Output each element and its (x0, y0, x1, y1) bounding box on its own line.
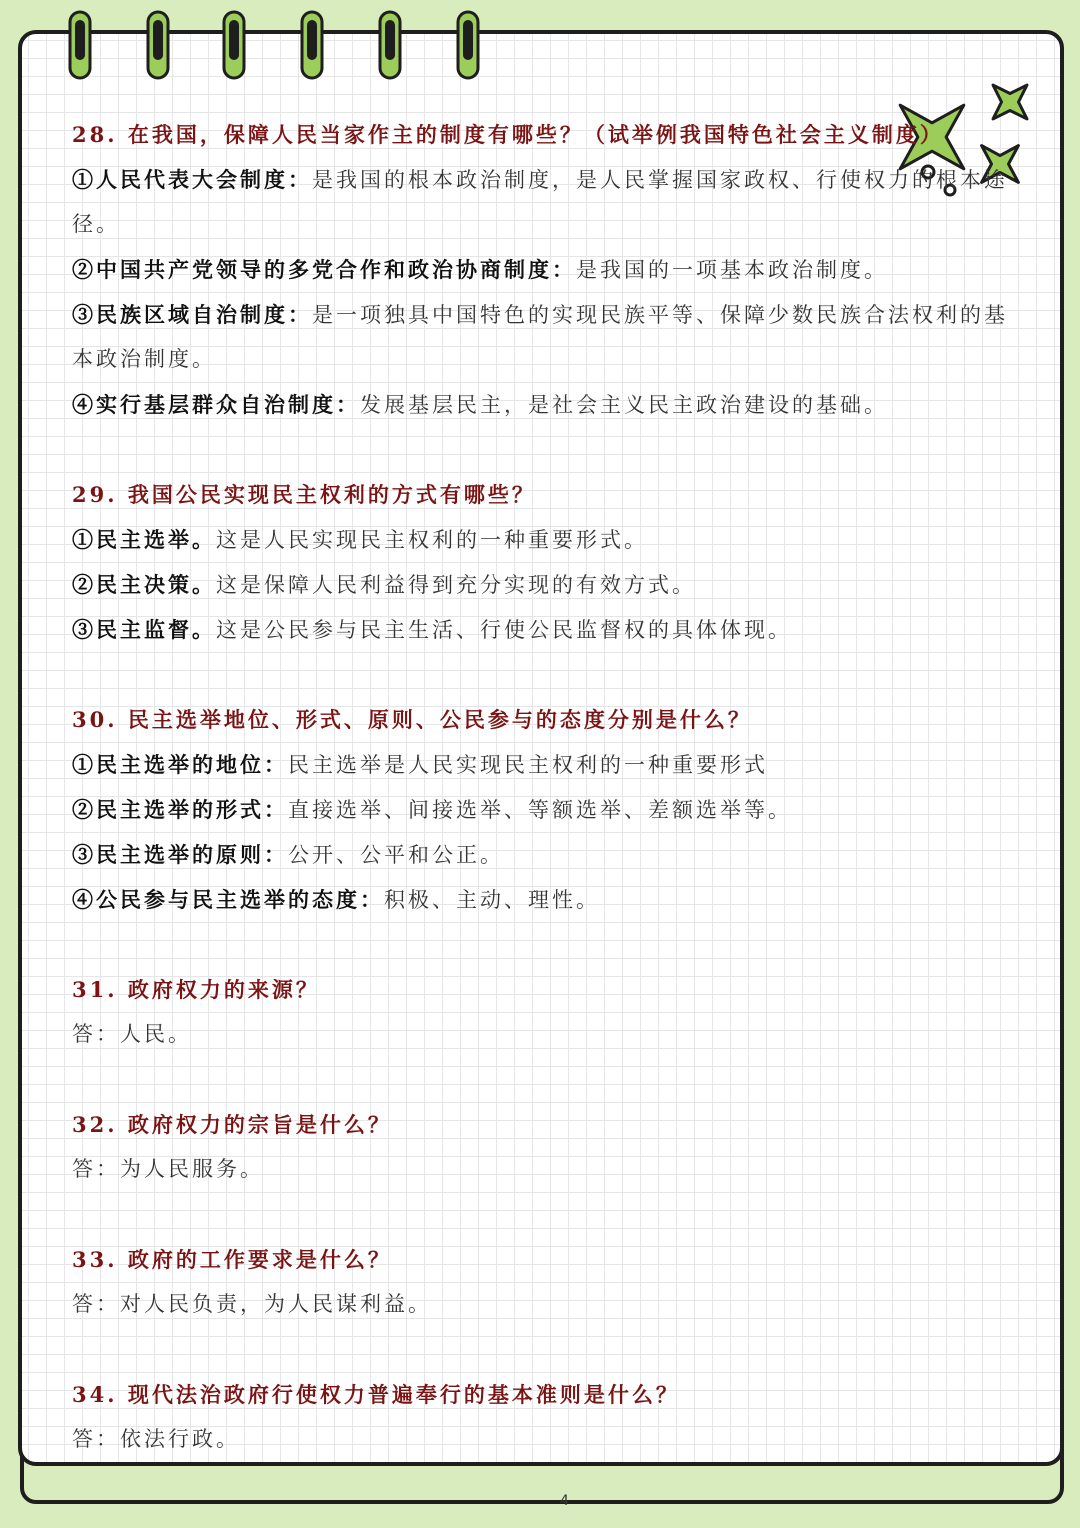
question-title: 34. 现代法治政府行使权力普遍奉行的基本准则是什么？ (72, 1382, 680, 1407)
question-title: 28. 在我国，保障人民当家作主的制度有哪些？（试举例我国特色社会主义制度） (72, 122, 944, 147)
answer-line: ②民主选举的形式：直接选举、间接选举、等额选举、差额选举等。 (72, 797, 792, 822)
answer-line: 答：对人民负责，为人民谋利益。 (72, 1292, 432, 1316)
binding-ring-icon (144, 10, 172, 80)
question-title: 31. 政府权力的来源？ (72, 977, 320, 1002)
answer-line: ②中国共产党领导的多党合作和政治协商制度：是我国的一项基本政治制度。 (72, 257, 888, 282)
answer-line: ③民主监督。这是公民参与民主生活、行使公民监督权的具体体现。 (72, 617, 792, 642)
answer-line: 答：人民。 (72, 1022, 192, 1046)
binding-ring-icon (376, 10, 404, 80)
answer-line: ①人民代表大会制度：是我国的根本政治制度，是人民掌握国家政权、行使权力的根本途 (72, 167, 1008, 192)
question-title: 29. 我国公民实现民主权利的方式有哪些？ (72, 482, 536, 507)
qa-content (72, 112, 1060, 1462)
answer-line: ④实行基层群众自治制度：发展基层民主，是社会主义民主政治建设的基础。 (72, 392, 888, 417)
answer-line-continued: 径。 (72, 212, 120, 236)
notebook-page (18, 30, 1064, 1466)
answer-line: ①民主选举。这是人民实现民主权利的一种重要形式。 (72, 527, 648, 552)
question-title: 30. 民主选举地位、形式、原则、公民参与的态度分别是什么？ (72, 707, 752, 732)
binding-ring-icon (66, 10, 94, 80)
answer-line: 答：为人民服务。 (72, 1157, 264, 1181)
binding-ring-icon (220, 10, 248, 80)
answer-line: ③民主选举的原则：公开、公平和公正。 (72, 842, 504, 867)
answer-line: ②民主决策。这是保障人民利益得到充分实现的有效方式。 (72, 572, 696, 597)
page-number: 4 (560, 1493, 569, 1509)
answer-line: ④公民参与民主选举的态度：积极、主动、理性。 (72, 887, 600, 912)
binding-ring-icon (298, 10, 326, 80)
question-title: 32. 政府权力的宗旨是什么？ (72, 1112, 392, 1137)
binding-ring-icon (454, 10, 482, 80)
answer-line: 答：依法行政。 (72, 1427, 240, 1451)
answer-line: ①民主选举的地位：民主选举是人民实现民主权利的一种重要形式 (72, 752, 768, 777)
answer-line: ③民族区域自治制度：是一项独具中国特色的实现民族平等、保障少数民族合法权利的基 (72, 302, 1008, 327)
question-title: 33. 政府的工作要求是什么？ (72, 1247, 392, 1272)
answer-line-continued: 本政治制度。 (72, 347, 216, 371)
